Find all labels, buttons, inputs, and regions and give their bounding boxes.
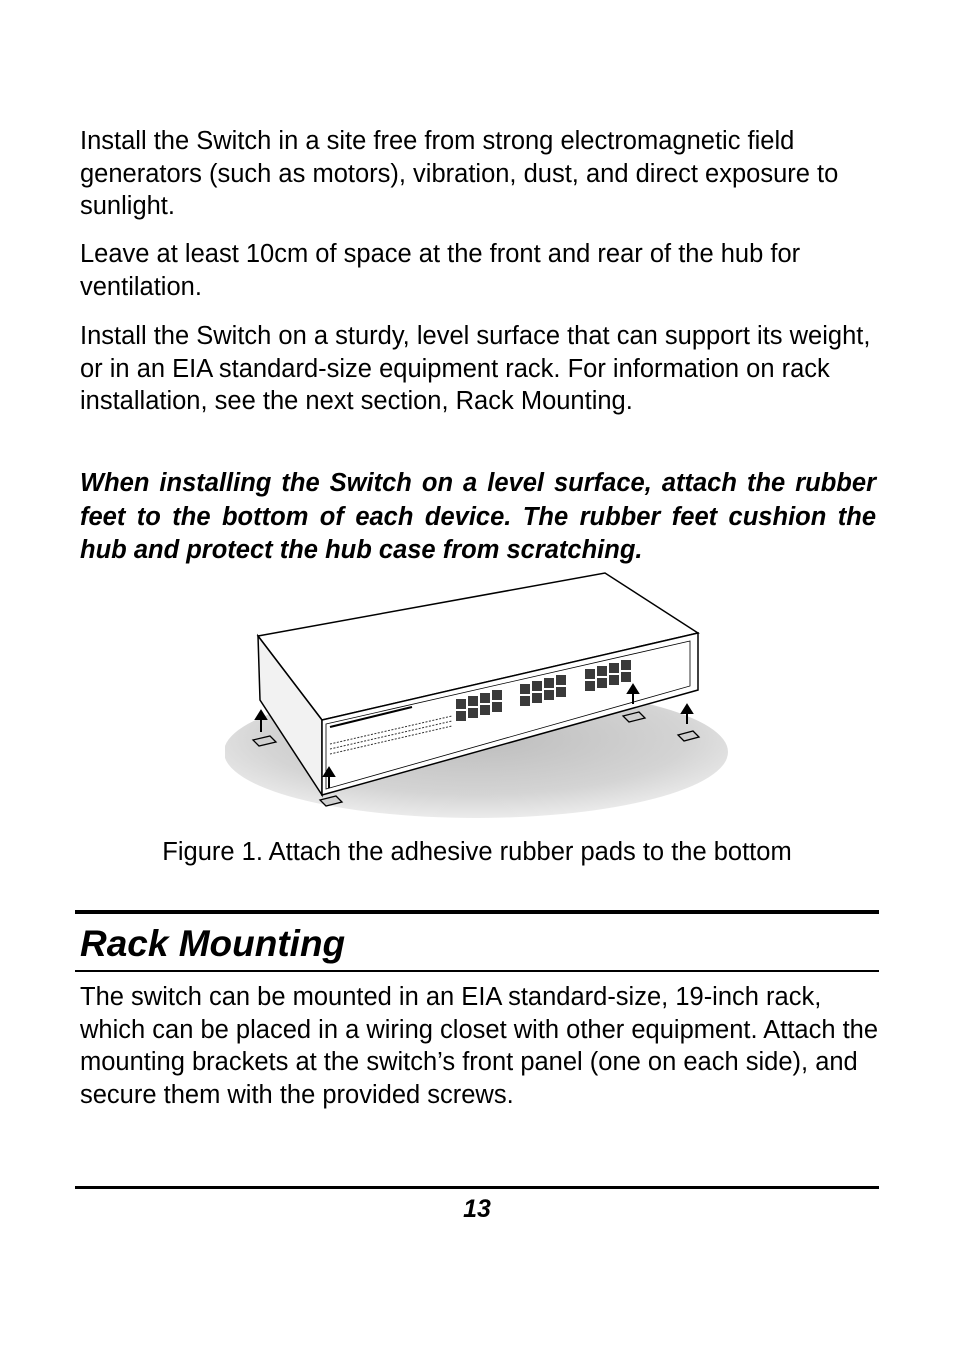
paragraph-ventilation: Leave at least 10cm of space at the front and rear of the hub for ventilation. [80,240,801,301]
rubber-feet-note: When installing the Switch on a level surface, attach the rubber feet to the bottom of each device. The rubber feet cushion the hub and protect the hub case from scratching. [80,469,876,564]
page-number: 13 [463,1195,491,1223]
footer-rule [75,1186,879,1189]
heading-top-rule [75,910,879,914]
figure-caption: Figure 1. Attach the adhesive rubber pads to the bottom [162,838,792,866]
paragraph-site: Install the Switch in a site free from strong electromagnetic field generators (such as motors), vibration, dust, and direct exposure to sunlight. [80,127,839,220]
switch-rubber-feet-illustration [225,570,730,825]
heading-bottom-rule [75,970,879,972]
section-heading: Rack Mounting [80,923,346,964]
paragraph-surface: Install the Switch on a sturdy, level surface that can support its weight, or in an EIA standard-size equipment rack. For information on rack installation, see the next section, Rack Mounting. [80,322,871,415]
paragraph-rack-mounting: The switch can be mounted in an EIA standard-size, 19-inch rack, which can be placed in a wiring closet with other equipment. Attach the mounting brackets at the switch’s front panel (one on each side), and secure them with the provided screws. [80,983,879,1109]
